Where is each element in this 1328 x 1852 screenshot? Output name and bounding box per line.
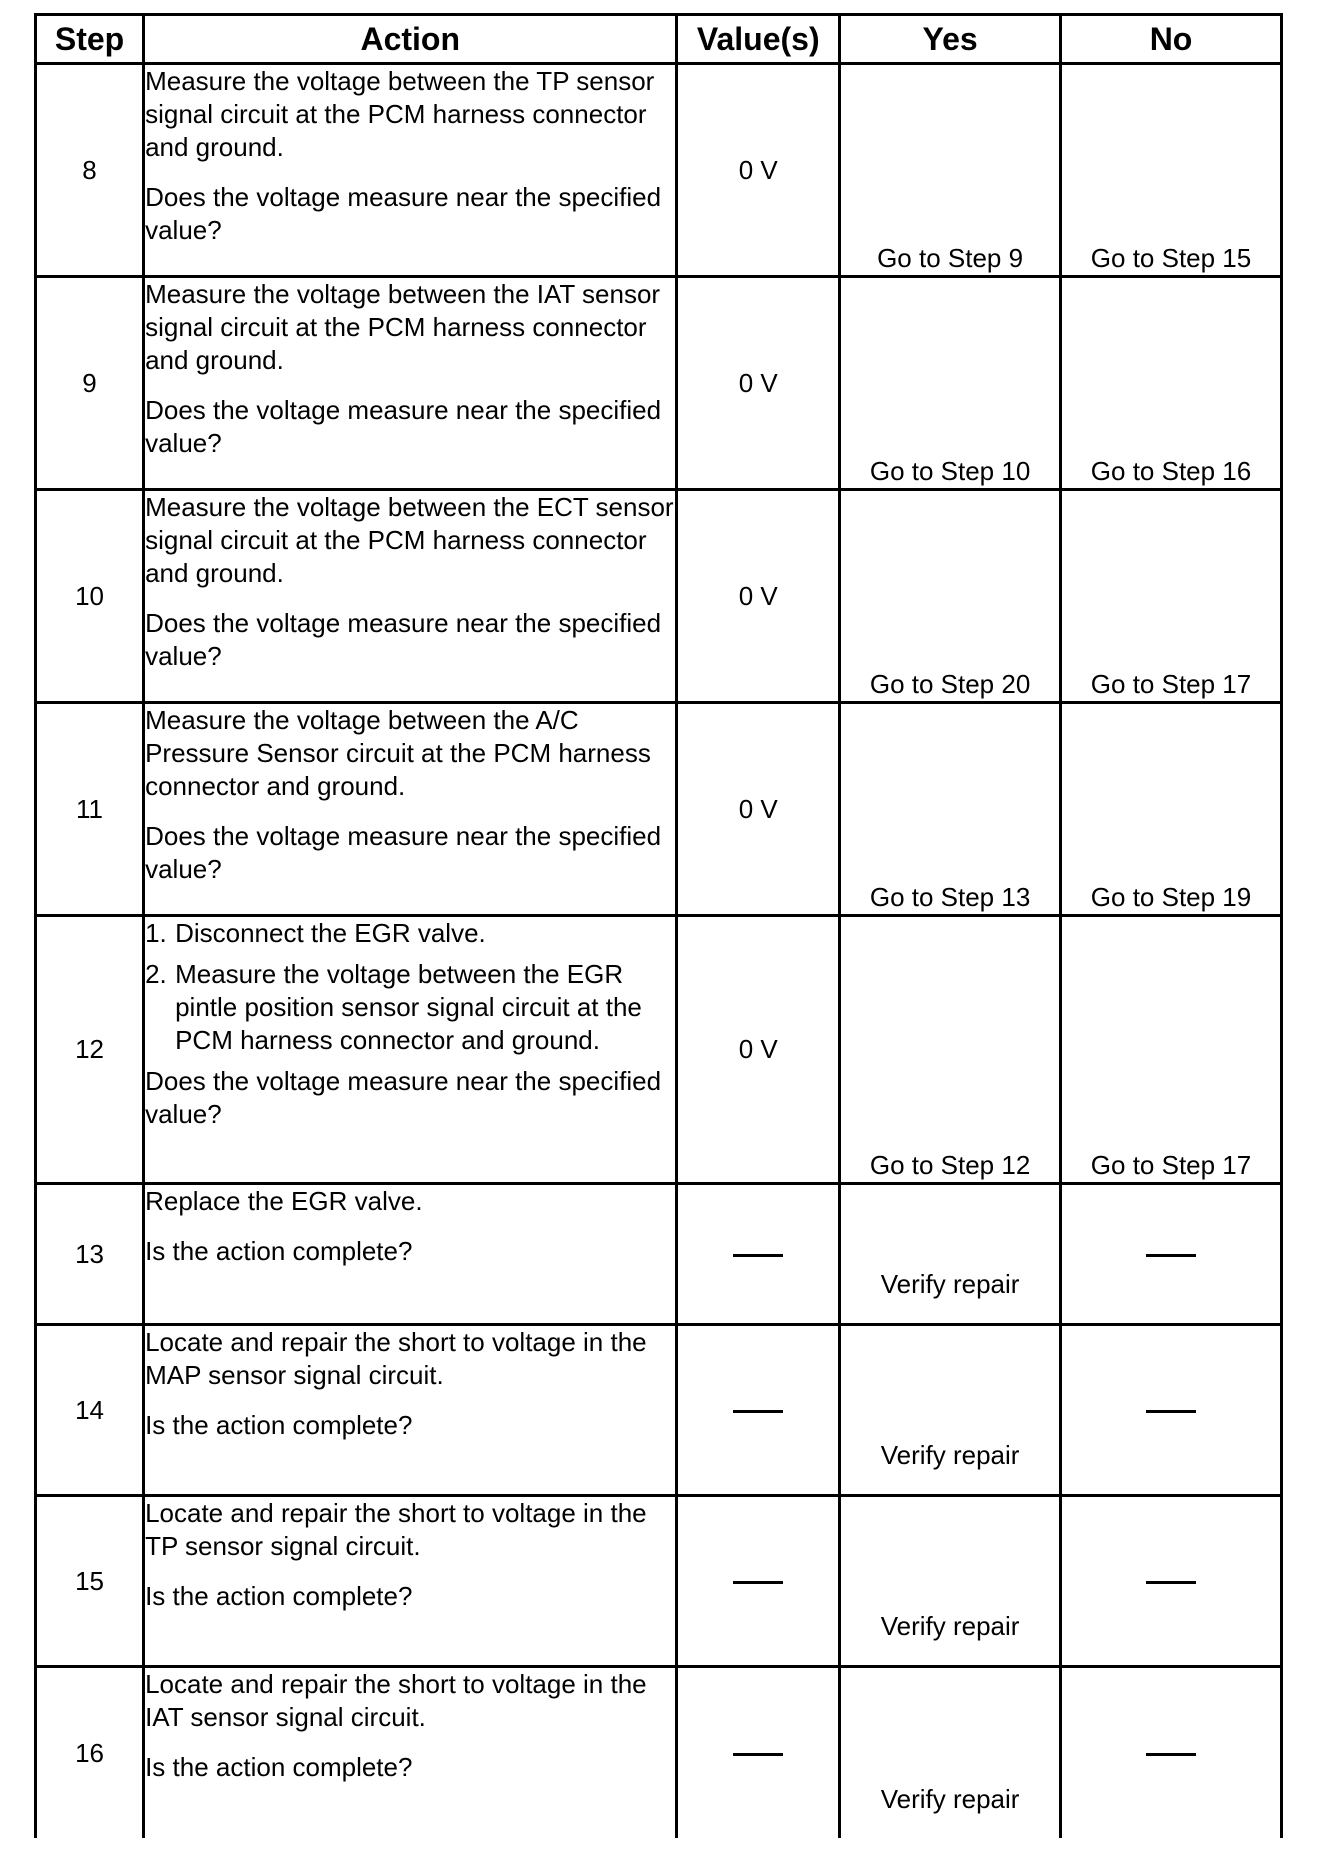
step-number: 10 bbox=[36, 490, 144, 703]
no-cell bbox=[1061, 1496, 1282, 1667]
header-no: No bbox=[1061, 15, 1282, 64]
action-text: Measure the voltage between the IAT sensor signal circuit at the PCM harness connector and ground. bbox=[145, 279, 661, 375]
header-row bbox=[36, 15, 1282, 64]
action-text: Measure the voltage between the A/C Pressure Sensor circuit at the PCM harness connector and ground. bbox=[145, 705, 651, 801]
yes-cell: Go to Step 10 bbox=[840, 277, 1061, 490]
value-cell bbox=[677, 1325, 840, 1496]
value-cell: 0 V bbox=[677, 703, 840, 916]
action-question: Does the voltage measure near the specified value? bbox=[145, 182, 662, 245]
action-text: Measure the voltage between the TP sensor signal circuit at the PCM harness connector and ground. bbox=[145, 66, 655, 162]
table-row bbox=[36, 1667, 1282, 1839]
diagnostic-table bbox=[34, 13, 1283, 1838]
value-cell bbox=[677, 1184, 840, 1325]
table-row bbox=[36, 916, 1282, 1184]
yes-cell: Verify repair bbox=[840, 1325, 1061, 1496]
value-cell: 0 V bbox=[677, 277, 840, 490]
list-item bbox=[145, 958, 675, 1057]
action-question: Is the action complete? bbox=[145, 1410, 413, 1440]
list-item-number: 2. bbox=[145, 959, 167, 989]
dash-mark bbox=[733, 1581, 783, 1584]
action-text: Locate and repair the short to voltage in the TP sensor signal circuit. bbox=[145, 1498, 647, 1561]
list-item-text: Measure the voltage between the EGR pintle position sensor signal circuit at the PCM harness connector and ground. bbox=[175, 959, 642, 1055]
action-cell bbox=[144, 277, 677, 490]
action-text: Locate and repair the short to voltage in the IAT sensor signal circuit. bbox=[145, 1669, 647, 1732]
step-number: 16 bbox=[36, 1667, 144, 1839]
step-number: 14 bbox=[36, 1325, 144, 1496]
action-cell bbox=[144, 490, 677, 703]
no-cell: Go to Step 17 bbox=[1061, 916, 1282, 1184]
yes-cell: Go to Step 20 bbox=[840, 490, 1061, 703]
action-cell bbox=[144, 1496, 677, 1667]
action-question: Does the voltage measure near the specified value? bbox=[145, 395, 662, 458]
step-number: 12 bbox=[36, 916, 144, 1184]
dash-mark bbox=[1146, 1753, 1196, 1756]
no-cell: Go to Step 16 bbox=[1061, 277, 1282, 490]
action-text: Locate and repair the short to voltage in the MAP sensor signal circuit. bbox=[145, 1327, 647, 1390]
value-cell: 0 V bbox=[677, 490, 840, 703]
action-question: Is the action complete? bbox=[145, 1581, 413, 1611]
table-row bbox=[36, 1325, 1282, 1496]
header-yes: Yes bbox=[840, 15, 1061, 64]
dash-mark bbox=[1146, 1410, 1196, 1413]
list-item-text: Disconnect the EGR valve. bbox=[175, 918, 486, 948]
header-action: Action bbox=[144, 15, 677, 64]
step-number: 13 bbox=[36, 1184, 144, 1325]
value-cell: 0 V bbox=[677, 916, 840, 1184]
dash-mark bbox=[733, 1753, 783, 1756]
step-number: 9 bbox=[36, 277, 144, 490]
table-row bbox=[36, 1184, 1282, 1325]
dash-mark bbox=[1146, 1254, 1196, 1257]
action-question: Is the action complete? bbox=[145, 1752, 413, 1782]
action-cell bbox=[144, 703, 677, 916]
table-row bbox=[36, 64, 1282, 277]
action-cell bbox=[144, 916, 677, 1184]
no-cell bbox=[1061, 1325, 1282, 1496]
yes-cell: Verify repair bbox=[840, 1667, 1061, 1839]
no-cell bbox=[1061, 1667, 1282, 1839]
action-cell bbox=[144, 1667, 677, 1839]
action-question: Does the voltage measure near the specified value? bbox=[145, 608, 662, 671]
step-number: 8 bbox=[36, 64, 144, 277]
table-row bbox=[36, 1496, 1282, 1667]
dash-mark bbox=[1146, 1581, 1196, 1584]
table-row bbox=[36, 277, 1282, 490]
header-values: Value(s) bbox=[677, 15, 840, 64]
no-cell: Go to Step 19 bbox=[1061, 703, 1282, 916]
yes-cell: Go to Step 12 bbox=[840, 916, 1061, 1184]
action-cell bbox=[144, 1325, 677, 1496]
action-question: Does the voltage measure near the specified value? bbox=[145, 821, 662, 884]
action-cell bbox=[144, 1184, 677, 1325]
step-number: 15 bbox=[36, 1496, 144, 1667]
table-row bbox=[36, 703, 1282, 916]
action-text: Replace the EGR valve. bbox=[145, 1186, 423, 1216]
value-cell bbox=[677, 1496, 840, 1667]
no-cell bbox=[1061, 1184, 1282, 1325]
action-text: Measure the voltage between the ECT sensor signal circuit at the PCM harness connector and ground. bbox=[145, 492, 674, 588]
yes-cell: Go to Step 9 bbox=[840, 64, 1061, 277]
list-item bbox=[145, 917, 675, 950]
dash-mark bbox=[733, 1254, 783, 1257]
no-cell: Go to Step 15 bbox=[1061, 64, 1282, 277]
value-cell bbox=[677, 1667, 840, 1839]
action-question: Is the action complete? bbox=[145, 1236, 413, 1266]
no-cell: Go to Step 17 bbox=[1061, 490, 1282, 703]
value-cell: 0 V bbox=[677, 64, 840, 277]
step-number: 11 bbox=[36, 703, 144, 916]
yes-cell: Go to Step 13 bbox=[840, 703, 1061, 916]
yes-cell: Verify repair bbox=[840, 1184, 1061, 1325]
list-item-number: 1. bbox=[145, 918, 167, 948]
action-steps-list bbox=[145, 917, 675, 1057]
yes-cell: Verify repair bbox=[840, 1496, 1061, 1667]
action-cell bbox=[144, 64, 677, 277]
header-step: Step bbox=[36, 15, 144, 64]
dash-mark bbox=[733, 1410, 783, 1413]
table-row bbox=[36, 490, 1282, 703]
action-question: Does the voltage measure near the specified value? bbox=[145, 1066, 662, 1129]
